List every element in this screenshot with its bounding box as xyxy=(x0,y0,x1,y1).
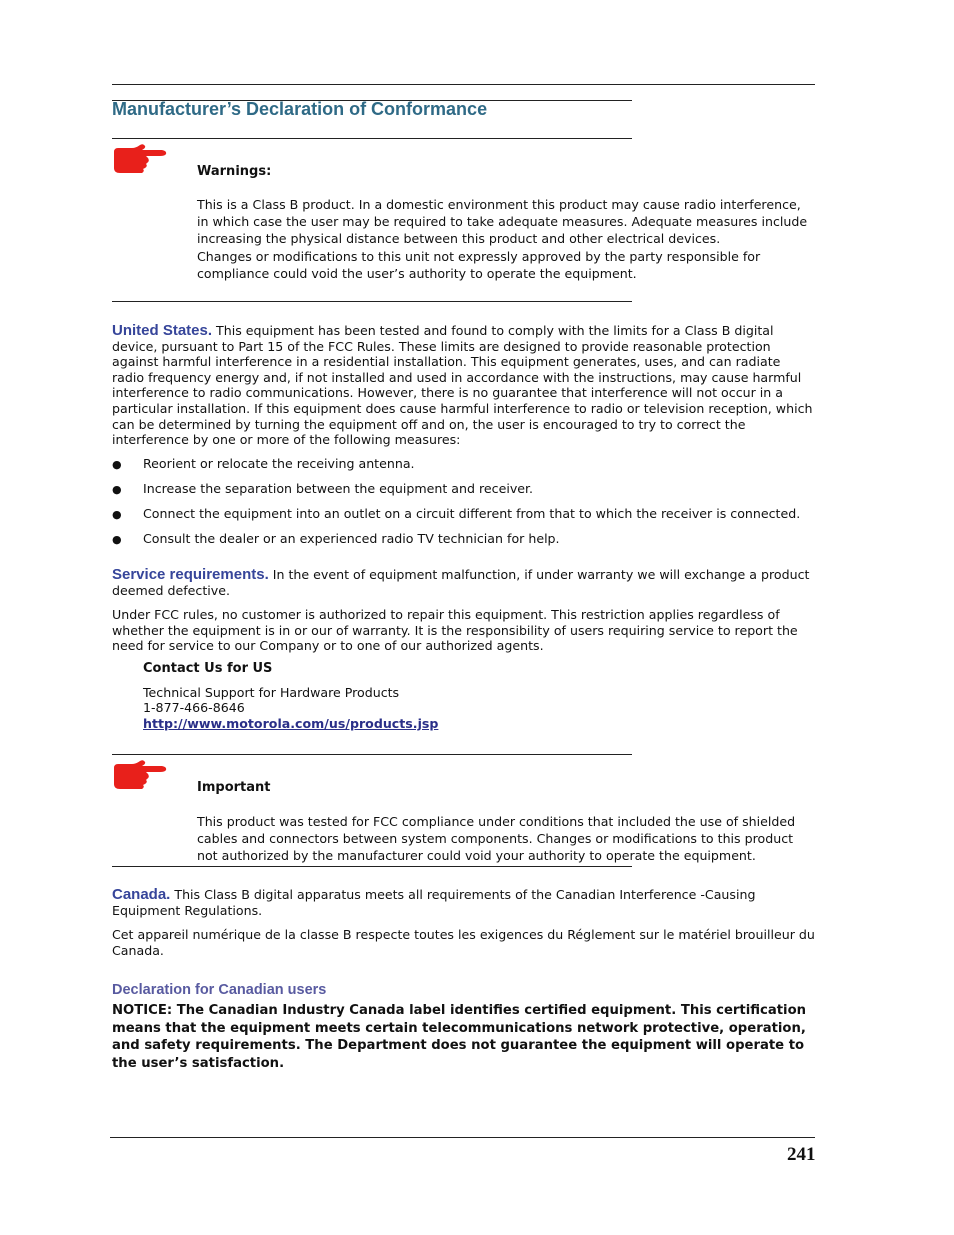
bullet-dot-icon: ● xyxy=(112,508,122,521)
page-number: 241 xyxy=(787,1144,816,1165)
contact-phone: 1-877-466-8646 xyxy=(143,700,245,715)
footer-rule xyxy=(110,1137,815,1138)
service-paragraph-2: Under FCC rules, no customer is authorized to repair this equipment. This restriction applies regardless of whether the equipment is in or our of warranty. It is the responsibility of users requiring service to report the need for service to our Company or to one of our authorized agents. xyxy=(112,607,798,654)
warnings-paragraph-1: This is a Class B product. In a domestic environment this product may cause radio interference, in which case the user may be required to take adequate measures. Adequate measures include increasing the physical distance between this product and other electrical devices. xyxy=(197,197,808,246)
united-states-text: This equipment has been tested and found to comply with the limits for a Class B digital device, pursuant to Part 15 of the FCC Rules. These limits are designed to provide reasonable protection against harmful interference in a residential installation. This equipment generates, uses, and can radiate radio frequency energy and, if not installed and used in accordance with the instructions, may cause harmful interference to radio communications. However, there is no guarantee that interference will not occur in a particular installation. If this equipment does cause harmful interference to radio or television reception, which can be determined by turning the equipment off and on, the user is encouraged to try to correct the interference by one or more of the following measures: xyxy=(112,323,813,448)
heading-rule-bottom xyxy=(112,138,632,139)
contact-line: Technical Support for Hardware Products xyxy=(143,685,400,700)
important-title: Important xyxy=(197,780,271,795)
service-lead: Service requirements. xyxy=(112,566,269,583)
contact-title: Contact Us for US xyxy=(143,661,273,676)
canada-lead: Canada. xyxy=(112,886,171,903)
canada-paragraph xyxy=(112,887,816,918)
warnings-title: Warnings: xyxy=(197,164,272,179)
canada-text: This Class B digital apparatus meets all requirements of the Canadian Interference -Causing Equipment Regulations. xyxy=(112,887,756,918)
bullet-dot-icon: ● xyxy=(112,533,122,546)
service-paragraph xyxy=(112,567,816,598)
page-title: Manufacturer’s Declaration of Conformance xyxy=(112,99,488,119)
top-rule xyxy=(112,84,815,85)
warnings-rule xyxy=(112,301,632,302)
canadian-notice: NOTICE: The Canadian Industry Canada label identifies certified equipment. This certification means that the equipment meets certain telecommunications network protective, operation, and safety requirements. The Department does not guarantee the equipment will operate to the user’s satisfaction. xyxy=(112,1003,807,1071)
united-states-paragraph xyxy=(112,323,816,448)
important-rule-top xyxy=(112,754,632,755)
bullet-dot-icon: ● xyxy=(112,458,122,471)
warnings-paragraph-2: Changes or modifications to this unit not expressly approved by the party responsible for compliance could void the user’s authority to operate the equipment. xyxy=(197,249,761,281)
list-item: ● Increase the separation between the equipment and receiver. xyxy=(112,481,534,496)
products-link[interactable]: http://www.motorola.com/us/products.jsp xyxy=(143,716,439,731)
important-text: This product was tested for FCC compliance under conditions that included the use of shielded cables and connectors between system components. Changes or modifications to this product not authorized by the manufacturer could void your authority to operate the equipment. xyxy=(197,814,796,863)
list-item: ● Connect the equipment into an outlet on a circuit different from that to which the receiver is connected. xyxy=(112,506,801,521)
canadian-users-subheading: Declaration for Canadian users xyxy=(112,982,327,998)
important-rule-bottom xyxy=(112,866,632,867)
list-item: ● Consult the dealer or an experienced radio TV technician for help. xyxy=(112,531,560,546)
bullet-dot-icon: ● xyxy=(112,483,122,496)
canada-french-paragraph: Cet appareil numérique de la classe B respecte toutes les exigences du Réglement sur le matériel brouilleur du Canada. xyxy=(112,927,815,958)
united-states-lead: United States. xyxy=(112,322,213,339)
pointing-hand-icon xyxy=(112,760,168,792)
service-text: In the event of equipment malfunction, if under warranty we will exchange a product deemed defective. xyxy=(112,567,810,598)
pointing-hand-icon xyxy=(112,144,168,176)
list-item: ● Reorient or relocate the receiving antenna. xyxy=(112,456,415,471)
